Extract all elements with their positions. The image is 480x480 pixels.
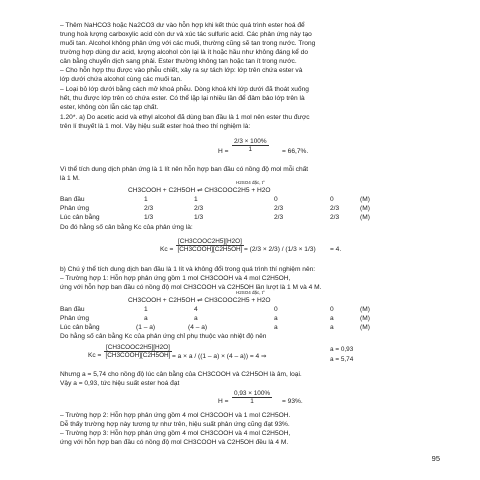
unit: (M) (360, 196, 370, 203)
text-line: Do đó hằng số cân bằng Kc của phản ứng là: (60, 224, 193, 231)
cell: 2/3 (274, 214, 284, 221)
cell: 2/3 (274, 205, 284, 212)
formula-lhs: H = (218, 398, 229, 405)
reaction-text: CH3COOH + C2H5OH ⇌ CH3COOC2H5 + H2O (128, 297, 271, 304)
formula-rhs: = 93%. (282, 398, 303, 405)
cell: 2/3 (330, 214, 340, 221)
text-line: hết, thu được lớp trên có chứa ester. Có thể lặp lại nhiều lần để đảm bảo lớp trên là (60, 95, 305, 102)
cell: 1/3 (144, 214, 154, 221)
cell: 0 (274, 196, 278, 203)
table-row (60, 315, 450, 324)
page-number: 95 (431, 454, 440, 463)
formula-rhs: = 66,7%. (282, 148, 309, 155)
formula-middle: = (2/3 × 2/3) / (1/3 × 1/3) (244, 246, 316, 253)
cell: 1 (194, 196, 198, 203)
formula-middle: = a × a / ((1 – a) × (4 – a)) = 4 ⇒ (172, 353, 267, 360)
text-line: ứng với hỗn hợp ban đầu có nồng độ mol CH3COOH và C2H5OH đều là 4 M. (60, 439, 289, 446)
formula-rhs: = 4. (330, 246, 342, 253)
fraction (176, 238, 244, 254)
text-line: Vậy a = 0,93, tức hiệu suất ester hoá đạt (60, 380, 180, 387)
fraction (232, 138, 269, 154)
unit: (M) (360, 214, 370, 221)
table-row (60, 214, 450, 223)
text-line: muối tan. Alcohol không phản ứng với các muối, thường cũng sẽ tan trong nước. Trong (60, 40, 316, 47)
text-line: – Cho hỗn hợp thu được vào phễu chiết, xảy ra sự tách lớp: lớp trên chứa ester và (60, 67, 303, 74)
cell: (4 – a) (188, 324, 208, 331)
cell: a (144, 315, 148, 322)
text-line: ứng với hỗn hợp ban đầu có nồng độ mol CH3COOH và C2H5OH lần lượt là 1 M và 4 M. (60, 284, 322, 291)
cell: 1 (144, 306, 148, 313)
cell: 4 (194, 306, 198, 313)
table-row (60, 306, 450, 315)
formula-lhs: Kc = (88, 352, 102, 359)
cell: a (330, 324, 334, 331)
text-line: lớp dưới chứa alcohol cùng các muối tan. (60, 76, 182, 83)
fraction-denominator: 1 (250, 398, 254, 406)
cell: (1 – a) (136, 324, 156, 331)
fraction-numerator: [CH3COOC2H5][H2O] (178, 238, 242, 245)
fraction-denominator: 1 (248, 146, 253, 154)
row-label: Ban đầu (60, 306, 85, 313)
solution-1: a = 0,93 (330, 346, 354, 353)
cell: a (194, 315, 198, 322)
formula-lhs: H = (218, 148, 229, 155)
solution-2: a = 5,74 (330, 356, 354, 363)
text-line: cân bằng chuyển dịch sang phải. Ester thường không tan hoặc tan ít trong nước. (60, 58, 297, 65)
text-line: – Trường hợp 1: Hỗn hợp phản ứng gồm 1 mol CH3COOH và 4 mol C2H5OH, (60, 275, 291, 282)
text-line: – Trường hợp 2: Hỗn hợp phản ứng gồm 4 mol CH3COOH và 1 mol C2H5OH. (60, 412, 291, 419)
fraction-denominator: [CH3COOH][C2H5OH] (105, 352, 171, 360)
reaction-text: CH3COOH + C2H5OH ⇌ CH3COOC2H5 + H2O (128, 187, 271, 194)
fraction-numerator: 0,93 × 100% (234, 390, 271, 397)
table-row (60, 324, 450, 333)
formula-lhs: Kc = (160, 246, 174, 253)
text-line: b) Chú ý thể tích dung dịch ban đầu là 1 lít và không đổi trong quá trình thí nghiệm nên: (60, 266, 316, 273)
text-line: trường hợp dùng dư acid, lượng alcohol còn lại là ít hoặc hầu như không đáng kể do (60, 49, 309, 56)
text-line: – Trường hợp 3: Hỗn hợp phản ứng gồm 4 mol CH3COOH và 4 mol C2H5OH, (60, 430, 291, 437)
fraction (232, 390, 272, 406)
table-row (60, 205, 450, 214)
reaction-condition: H2SO4 đặc, t° (236, 180, 265, 185)
row-label: Phản ứng (60, 315, 89, 322)
fraction-numerator: [CH3COOC2H5][H2O] (106, 344, 170, 351)
text-line: ester, không còn lẫn các tạp chất. (60, 104, 159, 111)
cell: a (274, 315, 278, 322)
cell: 1 (144, 196, 148, 203)
unit: (M) (360, 205, 370, 212)
text-line: là 1 M. (60, 175, 80, 182)
row-label: Lúc cân bằng (60, 324, 100, 331)
text-line: Do hằng số cân bằng Kc của phản ứng chỉ phụ thuộc vào nhiệt độ nên (60, 333, 267, 340)
fraction-numerator: 2/3 × 100% (234, 138, 267, 145)
unit: (M) (360, 306, 370, 313)
table-row (60, 196, 450, 205)
text-line: 1.20*. a) Do acetic acid và ethyl alcohol đã dùng ban đầu là 1 mol nên ester thu được (60, 114, 310, 121)
cell: 0 (274, 306, 278, 313)
fraction-denominator: [CH3COOH][C2H5OH] (177, 246, 243, 254)
cell: 1/3 (194, 214, 204, 221)
cell: 0 (330, 306, 334, 313)
unit: (M) (360, 324, 370, 331)
text-line: – Loại bỏ lớp dưới bằng cách mở khoá phễu. Dòng khoá khi lớp dưới đã thoát xuống (60, 86, 309, 93)
text-line: Nhưng a = 5,74 cho nồng độ lúc cân bằng của CH3COOH và C2H5OH là âm, loại. (60, 371, 302, 378)
text-line: Dễ thấy trường hợp này tương tự như trên, hiệu suất phản ứng cũng đạt 93%. (60, 421, 290, 428)
cell: a (274, 324, 278, 331)
cell: 2/3 (330, 205, 340, 212)
row-label: Ban đầu (60, 196, 85, 203)
cell: 0 (330, 196, 334, 203)
cell: a (330, 315, 334, 322)
text-line: trung hoà lượng carboxylic acid còn dư và xúc tác sulfuric acid. Các phản ứng này tạo (60, 31, 312, 38)
cell: 2/3 (144, 205, 154, 212)
cell: 2/3 (194, 205, 204, 212)
text-line: Vì thể tích dung dịch phản ứng là 1 lít nên hỗn hợp ban đầu có nồng độ mol mỗi chất (60, 166, 309, 173)
row-label: Phản ứng (60, 205, 89, 212)
reaction-condition: H2SO4 đặc, t° (236, 290, 265, 295)
unit: (M) (360, 315, 370, 322)
text-line: trên lí thuyết là 1 mol. Vậy hiệu suất ester hoá theo thí nghiệm là: (60, 123, 251, 130)
fraction (104, 344, 172, 360)
text-line: – Thêm NaHCO3 hoặc Na2CO3 dư vào hỗn hợp khi kết thúc quá trình ester hoá để (60, 22, 305, 29)
row-label: Lúc cân bằng (60, 214, 100, 221)
